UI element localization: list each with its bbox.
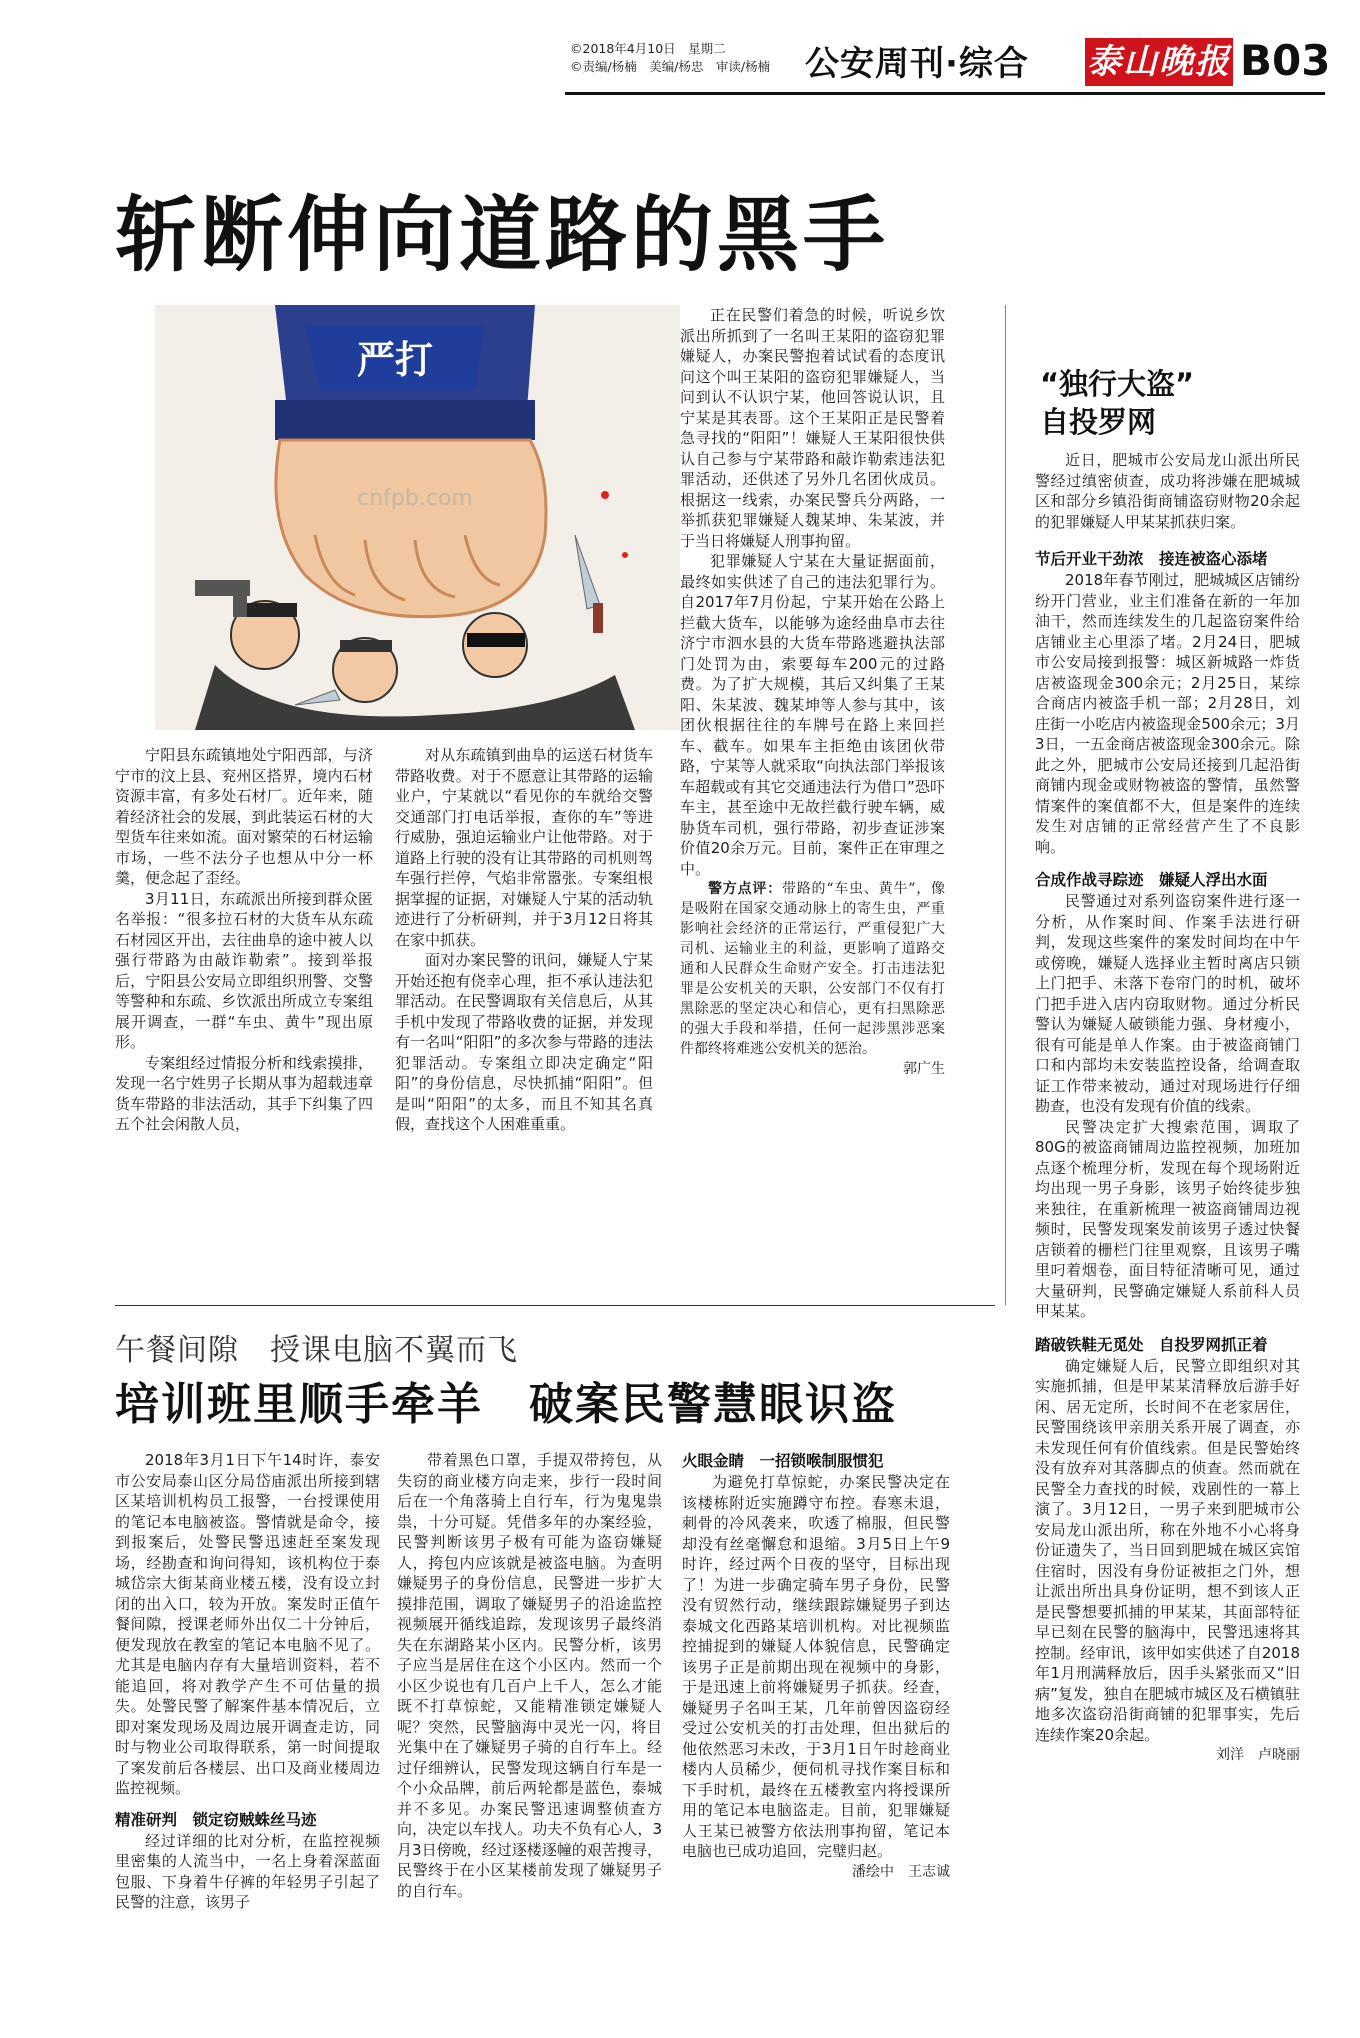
paragraph: 近日，肥城市公安局龙山派出所民警经过缜密侦查，成功将涉嫌在肥城城区和部分乡镇沿街商铺盗窃财物20余起的犯罪嫌疑人甲某某抓获归案。 — [1035, 451, 1300, 531]
side-story-body — [1035, 450, 1300, 1766]
section-rule — [115, 1305, 995, 1306]
masthead-rule — [565, 92, 1325, 95]
main-headline: 斩断伸向道路的黑手 — [115, 188, 890, 283]
paragraph: 民警决定扩大搜索范围，调取了80G的被盗商铺周边监控视频，加班加点逐个梳理分析，发现在每个现场附近均出现一男子身影，该男子始终徒步独来独往，在重新梳理一被盗商铺周边视频时，民警发现案发前该男子透过快餐店锁着的栅栏门往里观察，且该男子嘴里叼着烟卷，面目特征清晰可见，通过大量研判，民警确定嫌疑人系前科人员甲某某。 — [1035, 1117, 1300, 1320]
paragraph: 犯罪嫌疑人宁某在大量证据面前，最终如实供述了自己的违法犯罪行为。自2017年7月份起，宁某开始在公路上拦截大货车，以能够为途经曲阜市去往济宁市泗水县的大货车带路逃避执法部门处罚为由，索要每车200元的过路费。为了扩大规模，其后又纠集了王某阳、朱某波、魏某坤等人参与其中，该团伙根据往往的车牌号在路上来回拦车、截车。如果车主拒绝由该团伙带路，宁某等人就采取“向执法部门举报该车超载或有其它交通违法行为借口”恐吓车主，甚至途中无故拦截行驶车辆，威胁货车司机，强行带路，初步查证涉案价值20余万元。目前，案件正在审理之中。 — [680, 552, 945, 878]
paragraph: 正在民警们着急的时候，听说乡饮派出所抓到了一名叫王某阳的盗窃犯罪嫌疑人，办案民警抱着试试看的态度讯问这个叫王某阳的盗窃犯罪嫌疑人，当问到认不认识宁某，他回答说认识，且宁某是其表哥。这个王某阳正是民警着急寻找的“阳阳”！嫌疑人王某阳很快供认自己参与宁某带路和敲诈勒索违法犯罪活动，还供述了另外几名团伙成员。根据这一线索，办案民警兵分两路，一举抓获犯罪嫌疑人魏某坤、朱某波，并于当日将嫌疑人刑事拘留。 — [680, 306, 945, 550]
second-subhead-1: 精准研判 锁定窃贼蛛丝马迹 — [115, 1810, 317, 1829]
paragraph: 宁阳县东疏镇地处宁阳西部，与济宁市的汶上县、兖州区搭界，境内石材资源丰富，有多处石材厂。近年来，随着经济社会的发展，到此装运石材的大型货车往来如流。面对繁荣的石材运输市场，一些不法分子也想从中分一杯羹，便念起了歪经。 — [115, 746, 373, 887]
side-subhead-1: 节后开业干劲浓 接连被盗心添堵 — [1035, 550, 1268, 568]
side-headline — [1040, 365, 1194, 441]
main-story-col-1 — [115, 745, 373, 1135]
masthead-editors: ©责编/杨楠 美编/杨忠 审读/杨楠 — [570, 59, 771, 74]
side-byline: 刘洋 卢晓丽 — [1216, 1747, 1300, 1763]
paragraph: 经过详细的比对分析，在监控视频里密集的人流当中，一名上身着深蓝面包服、下身着牛仔裤的年轻男子引起了民警的注意，该男子 — [115, 1831, 380, 1911]
paragraph: 2018年春节刚过，肥城城区店铺纷纷开门营业，业主们准备在新的一年加油干，然而连续发生的几起盗窃案件给店铺业主心里添了堵。2月24日，肥城市公安局接到报警：城区新城路一炸货店被盗现金300余元；2月25日，某综合商店内被盗手机一部；2月28日，刘庄街一小吃店内被盗现金500余元；3月3日，一五金商店被盗现金300余元。除此之外，肥城市公安局还接到几起沿街商铺内现金或财物被盗的警情，虽然警情案件的案值都不大，但是案件的连续发生对店铺的正常经营产生了不良影响。 — [1035, 571, 1300, 856]
side-headline-line2: 自投罗网 — [1040, 405, 1157, 439]
masthead-meta — [570, 40, 800, 76]
fist-cartoon-image — [155, 305, 680, 730]
main-byline: 郭广生 — [903, 1061, 945, 1077]
paragraph: 2018年3月1日下午14时许，泰安市公安局泰山区分局岱庙派出所接到辖区某培训机构员工报警，一台授课使用的笔记本电脑被盗。警情就是命令，接到报案后，处警民警迅速赶至案发现场，经勘查和询问得知，该机构位于泰城岱宗大街某商业楼五楼，没有设立封闭的出入口，较为开放。案发时正值午餐间隙，授课老师外出仅二十分钟后，便发现放在教室的笔记本电脑不见了。尤其是电脑内存有大量培训资料，若不能追回，将对教学产生不可估量的损失。处警民警了解案件基本情况后，立即对案发现场及周边展开调查走访，同时与物业公司取得联系，第一时间提取了案发前后各楼层、出口及商业楼周边监控视频。 — [115, 1451, 380, 1797]
second-byline: 潘绘中 王志诚 — [852, 1863, 950, 1880]
police-comment-label: 警方点评： — [708, 881, 782, 897]
side-subhead-2: 合成作战寻踪迹 嫌疑人浮出水面 — [1035, 871, 1268, 889]
banner-text: 严打 — [356, 338, 434, 382]
paragraph: 3月11日，东疏派出所接到群众匿名举报：“很多拉石材的大货车从东疏石材园区开出，去往曲阜的途中被人以强行带路为由敲诈勒索”。接到举报后，宁阳县公安局立即组织刑警、交警等警种和东疏、乡饮派出所成立专案组展开调查，一群“车虫、黄牛”现出原形。 — [115, 889, 373, 1051]
second-story-col-3 — [682, 1450, 950, 1882]
newspaper-logo: 泰山晚报 — [1085, 38, 1233, 86]
second-headline: 培训班里顺手牵羊 破案民警慧眼识盗 — [115, 1379, 897, 1430]
paragraph: 确定嫌疑人后，民警立即组织对其实施抓捕，但是甲某某清释放后游手好闲、居无定所，长时间不在老家居住，民警围绕该甲亲朋关系开展了调查，亦未发现任何有价值线索。但是民警始终没有放弃对其落脚点的侦查。然而就在民警全力查找的时候，戏剧性的一幕上演了。3月12日，一男子来到肥城市公安局龙山派出所，称在外地不小心将身份证遗失了，当日回到肥城在城区宾馆住宿时，因没有身份证被拒之门外，想让派出所出具身份证明，想不到该人正是民警想要抓捕的甲某某，其面部特征早已刻在民警的脑海中，民警迅速将其控制。经审讯，该甲如实供述了自2018年1月刑满释放后，因手头紧张而又“旧病”复发，独自在肥城市城区及石横镇驻地多次盗窃沿街商铺的犯罪事实，先后连续作案20余起。 — [1035, 1356, 1300, 1744]
paragraph: 民警通过对系列盗窃案件进行逐一分析，从作案时间、作案手法进行研判，发现这些案件的案发时间均在中午或傍晚，嫌疑人选择业主暂时离店只锁上门把手、未落下卷帘门的时机，破坏门把手进入店内窃取财物。通过分析民警认为嫌疑人破锁能力强、身材瘦小，很有可能是单人作案。由于被盗商铺门口和内部均未安装监控设备，给调查取证工作带来被动，通过对现场进行仔细勘查，也没有发现有价值的线索。 — [1035, 892, 1300, 1115]
main-story-col-2 — [395, 745, 653, 1135]
paragraph: 带着黑色口罩，手提双带挎包，从失窃的商业楼方向走来，步行一段时间后在一个角落骑上自行车，行为鬼鬼祟祟，十分可疑。凭借多年的办案经验，民警判断该男子极有可能为盗窃嫌疑人，挎包内应该就是被盗电脑。为查明嫌疑男子的身份信息，民警进一步扩大摸排范围，调取了嫌疑男子的沿途监控视频展开循线追踪，发现该男子最终消失在东湖路某小区内。民警分析，该男子应当是居住在这个小区内。然而一个小区少说也有几百户上千人，怎么才能既不打草惊蛇，又能精准锁定嫌疑人呢？突然，民警脑海中灵光一闪，将目光集中在了嫌疑男子骑的自行车上。经过仔细辨认，民警发现这辆自行车是一个小众品牌，前后两轮都是蓝色，泰城并不多见。办案民警迅速调整侦查方向，决定以车找人。功夫不负有心人，3月3日傍晚，经过逐楼逐幢的艰苦搜寻，民警终于在小区某楼前发现了嫌疑男子的自行车。 — [397, 1451, 662, 1900]
main-story-col-3 — [680, 305, 945, 1079]
paragraph: 为避免打草惊蛇，办案民警决定在该楼栋附近实施蹲守布控。春寒未退，刺骨的冷风袭来，吹透了棉服，但民警却没有丝毫懈怠和退缩。3月5日上午9时许，经过两个日夜的坚守，目标出现了！为进一步确定骑车男子身份，民警没有贸然行动，继续跟踪嫌疑男子到达泰城文化西路某培训机构。对比视频监控捕捉到的嫌疑人体貌信息，民警确定该男子正是前期出现在视频中的身影，于是迅速上前将嫌疑男子抓获。经查，嫌疑男子名叫王某，几年前曾因盗窃经受过公安机关的打击处理，但出狱后的他依然恶习未改，于3月1日午时趁商业楼内人员稀少，便伺机寻找作案目标和下手时机，最终在五楼教室内将授课所用的笔记本电脑盗走。目前，犯罪嫌疑人王某已被警方依法刑事拘留，笔记本电脑也已成功追回，完璧归赵。 — [682, 1473, 950, 1860]
paragraph: 面对办案民警的讯问，嫌疑人宁某开始还抱有侥幸心理，拒不承认违法犯罪活动。在民警调取有关信息后，从其手机中发现了带路收费的证据，并发现有一名叫“阳阳”的多次参与带路的违法犯罪活动。专案组立即决定确定“阳阳”的身份信息，尽快抓捕“阳阳”。但是叫“阳阳”的太多，而且不知其名真假，查找这个人困难重重。 — [395, 951, 653, 1133]
masthead-date: ©2018年4月10日 星期二 — [570, 41, 726, 56]
page-number: B03 — [1240, 36, 1331, 85]
second-story-col-1 — [115, 1450, 380, 1913]
paragraph: 对从东疏镇到曲阜的运送石材货车带路收费。对于不愿意让其带路的运输业户，宁某就以“看见你的车就给交警交通部门打电话举报，查你的车”等进行威胁，强迫运输业户让他带路。对于道路上行驶的没有让其带路的司机则驾车强行拦停，气焰非常嚣张。专案组根据掌握的证据，对嫌疑人宁某的活动轨迹进行了分析研判，并于3月12日将其在家中抓获。 — [395, 746, 653, 949]
watermark-text: cnfpb.com — [357, 486, 473, 511]
paragraph: 专案组经过情报分析和线索摸排，发现一名宁姓男子长期从事为超载违章货车带路的非法活动，其手下纠集了四五个社会闲散人员， — [115, 1053, 373, 1133]
second-story-col-2 — [397, 1450, 662, 1901]
side-subhead-3: 踏破铁鞋无觅处 自投罗网抓正着 — [1035, 1335, 1268, 1354]
second-subhead-2: 火眼金睛 一招锁喉制服惯犯 — [682, 1452, 884, 1470]
column-divider — [1005, 305, 1006, 1305]
side-headline-line1: “独行大盗” — [1040, 367, 1195, 401]
section-title: 公安周刊·综合 — [805, 44, 1029, 84]
second-kicker: 午餐间隙 授课电脑不翼而飞 — [115, 1333, 518, 1368]
police-comment-text: 带路的“车虫、黄牛”，像是吸附在国家交通动脉上的寄生虫，严重影响社会经济的正常运行，严重侵犯广大司机、运输业主的利益，更影响了道路交通和人民群众生命财产安全。打击违法犯罪是公安机关的天职，公安部门不仅有打黑除恶的坚定决心和信心，更有扫黑除恶的强大手段和举措，任何一起涉黑涉恶案件都终将难逃公安机关的惩治。 — [680, 881, 945, 1057]
police-comment — [680, 879, 945, 1079]
crackdown-illustration — [155, 305, 680, 730]
